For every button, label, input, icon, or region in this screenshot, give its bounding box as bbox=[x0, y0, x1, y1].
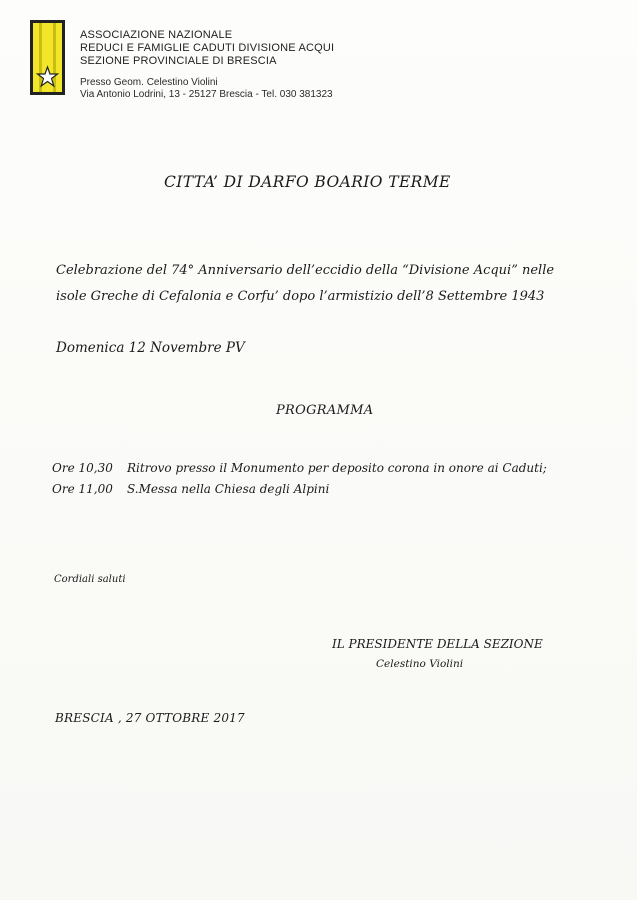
celebration-line: Celebrazione del 74° Anniversario dell’eccidio della “Divisione Acqui” nelle bbox=[56, 263, 555, 278]
signature-block bbox=[332, 634, 543, 674]
schedule-time: Ore 11,00 bbox=[52, 482, 113, 496]
program-schedule bbox=[52, 458, 547, 500]
event-date: Domenica 12 Novembre PV bbox=[56, 340, 245, 356]
schedule-activity: Ritrovo presso il Monumento per deposito corona in onore ai Caduti; bbox=[127, 461, 547, 475]
celebration-line: isole Greche di Cefalonia e Corfu’ dopo l’armistizio dell’8 Settembre 1943 bbox=[56, 289, 545, 304]
city-heading: CITTA’ DI DARFO BOARIO TERME bbox=[164, 173, 451, 191]
org-line-association: ASSOCIAZIONE NAZIONALE bbox=[80, 29, 233, 41]
signatory-title: IL PRESIDENTE DELLA SEZIONE bbox=[332, 637, 543, 651]
closing-greeting: Cordiali saluti bbox=[54, 574, 126, 585]
address-line-contact: Presso Geom. Celestino Violini bbox=[80, 77, 218, 88]
address-line-street: Via Antonio Lodrini, 13 - 25127 Brescia - Tel. 030 381323 bbox=[80, 89, 333, 100]
place-and-date: BRESCIA , 27 OTTOBRE 2017 bbox=[55, 711, 245, 725]
signatory-name: Celestino Violini bbox=[376, 658, 464, 670]
schedule-row bbox=[52, 479, 547, 500]
schedule-row bbox=[52, 458, 547, 479]
organization-name-block bbox=[80, 29, 334, 68]
org-line-division: REDUCI E FAMIGLIE CADUTI DIVISIONE ACQUI bbox=[80, 42, 335, 54]
yellow-banner-with-star-icon bbox=[29, 19, 66, 96]
organization-address-block bbox=[80, 77, 333, 101]
celebration-paragraph bbox=[56, 258, 616, 310]
schedule-activity: S.Messa nella Chiesa degli Alpini bbox=[127, 482, 330, 496]
org-line-section: SEZIONE PROVINCIALE DI BRESCIA bbox=[80, 55, 277, 67]
program-title: PROGRAMMA bbox=[276, 403, 374, 418]
schedule-time: Ore 10,30 bbox=[52, 461, 113, 475]
